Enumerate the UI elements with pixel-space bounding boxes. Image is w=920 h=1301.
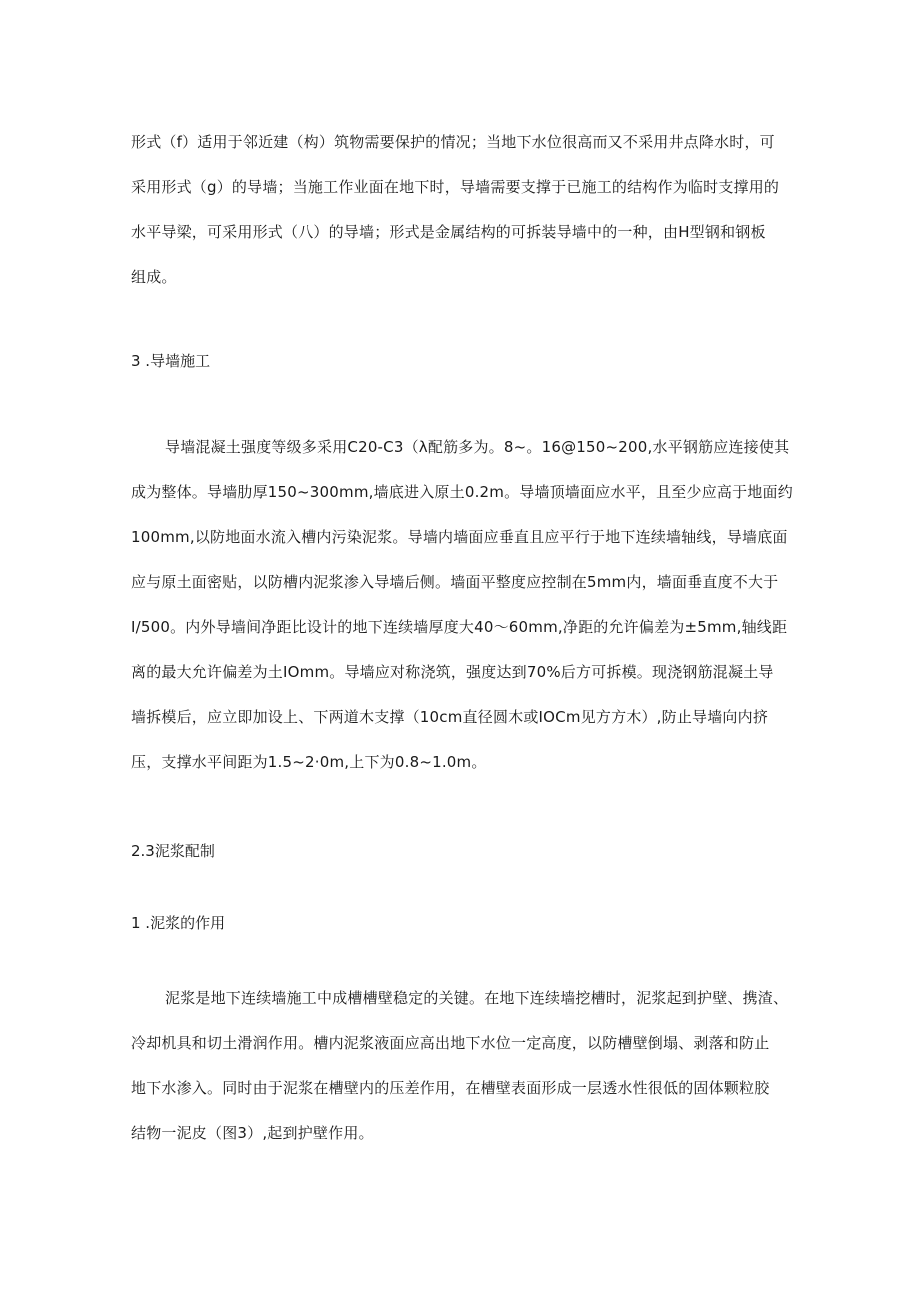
paragraph-line: 地下水渗入。同时由于泥浆在槽壁内的压差作用，在槽壁表面形成一层透水性很低的固体颗粒胶 [131, 1079, 770, 1097]
paragraph-line: 100mm,以防地面水流入槽内污染泥浆。导墙内墙面应垂直且应平行于地下连续墙轴线，导墙底面 [131, 528, 788, 546]
paragraph-line: 水平导梁，可采用形式（八）的导墙；形式是金属结构的可拆装导墙中的一种，由H型钢和钢板 [131, 223, 766, 241]
paragraph-line: 组成。 [131, 268, 177, 286]
paragraph-slurry-function [131, 976, 793, 1156]
paragraph-line: 导墙混凝土强度等级多采用C20-C3（λ配筋多为。8~。16@150~200,水平钢筋应连接使其 [165, 438, 790, 456]
paragraph-line: 应与原土面密贴，以防槽内泥浆渗入导墙后侧。墙面平整度应控制在5mm内，墙面垂直度不大于 [131, 573, 779, 591]
paragraph-guide-wall-construction [131, 425, 793, 785]
subsection-heading-slurry-function: 1 .泥浆的作用 [131, 914, 226, 932]
paragraph-line: 成为整体。导墙肋厚150~300mm,墙底进入原土0.2m。导墙顶墙面应水平，且至少应高于地面约 [131, 483, 793, 501]
section-heading-slurry-preparation: 2.3泥浆配制 [131, 842, 215, 860]
paragraph-line: 泥浆是地下连续墙施工中成槽槽壁稳定的关键。在地下连续墙挖槽时，泥浆起到护壁、携渣、 [165, 989, 789, 1007]
paragraph-line: 压，支撑水平间距为1.5~2·0m,上下为0.8~1.0m。 [131, 753, 487, 771]
paragraph-line: 离的最大允许偏差为土IOmm。导墙应对称浇筑，强度达到70%后方可拆模。现浇钢筋混凝土导 [131, 663, 774, 681]
paragraph-guide-wall-forms [131, 120, 793, 300]
section-heading-guide-wall-construction: 3 .导墙施工 [131, 352, 211, 370]
paragraph-line: 墙拆模后，应立即加设上、下两道木支撑（10cm直径圆木或IOCm见方方木）,防止导墙向内挤 [131, 708, 769, 726]
paragraph-line: 采用形式（g）的导墙；当施工作业面在地下时，导墙需要支撑于已施工的结构作为临时支撑用的 [131, 178, 780, 196]
paragraph-line: 冷却机具和切土滑润作用。槽内泥浆液面应高出地下水位一定高度，以防槽壁倒塌、剥落和防止 [131, 1034, 770, 1052]
paragraph-line: 形式（f）适用于邻近建（构）筑物需要保护的情况；当地下水位很高而又不采用井点降水时，可 [131, 133, 775, 151]
paragraph-line: 结物一泥皮（图3）,起到护壁作用。 [131, 1124, 374, 1142]
paragraph-line: I/500。内外导墙间净距比设计的地下连续墙厚度大40～60mm,净距的允许偏差为±5mm,轴线距 [131, 618, 788, 636]
